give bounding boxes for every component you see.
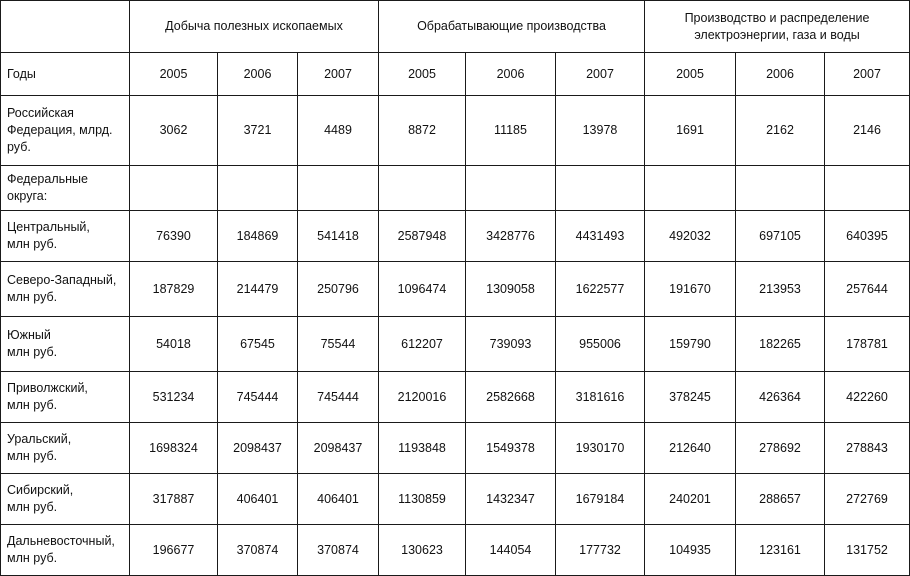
value-cell: 76390 bbox=[130, 211, 218, 262]
value-cell: 191670 bbox=[645, 262, 736, 317]
value-cell: 144054 bbox=[466, 525, 556, 576]
value-cell: 612207 bbox=[379, 317, 466, 372]
group-header-row bbox=[1, 1, 910, 53]
row-label-cell bbox=[1, 317, 130, 372]
value-cell bbox=[556, 166, 645, 211]
value-cell: 541418 bbox=[298, 211, 379, 262]
value-cell: 3181616 bbox=[556, 372, 645, 423]
row-label-line: Дальневосточный, bbox=[7, 534, 115, 548]
value-cell: 697105 bbox=[736, 211, 825, 262]
row-label-line: млн руб. bbox=[7, 345, 58, 359]
row-label-cell bbox=[1, 96, 130, 166]
value-cell: 54018 bbox=[130, 317, 218, 372]
value-cell: 272769 bbox=[825, 474, 910, 525]
table-row bbox=[1, 474, 910, 525]
value-cell bbox=[736, 166, 825, 211]
table-row bbox=[1, 317, 910, 372]
value-cell: 184869 bbox=[218, 211, 298, 262]
value-cell: 2582668 bbox=[466, 372, 556, 423]
value-cell: 492032 bbox=[645, 211, 736, 262]
year-cell: 2005 bbox=[645, 53, 736, 96]
value-cell: 317887 bbox=[130, 474, 218, 525]
header-corner-cell bbox=[1, 1, 130, 53]
value-cell: 196677 bbox=[130, 525, 218, 576]
row-label-cell bbox=[1, 525, 130, 576]
value-cell: 1549378 bbox=[466, 423, 556, 474]
value-cell: 131752 bbox=[825, 525, 910, 576]
group-header-manufacturing-label: Обрабатывающие производства bbox=[417, 19, 606, 33]
value-cell: 406401 bbox=[218, 474, 298, 525]
row-label-cell bbox=[1, 166, 130, 211]
value-cell: 3721 bbox=[218, 96, 298, 166]
table-row bbox=[1, 372, 910, 423]
value-cell: 1622577 bbox=[556, 262, 645, 317]
year-cell: 2007 bbox=[825, 53, 910, 96]
value-cell: 640395 bbox=[825, 211, 910, 262]
section-row-federal-districts bbox=[1, 166, 910, 211]
value-cell: 745444 bbox=[218, 372, 298, 423]
year-cell: 2006 bbox=[218, 53, 298, 96]
row-label-cell bbox=[1, 474, 130, 525]
group-header-manufacturing bbox=[379, 1, 645, 53]
value-cell: 2120016 bbox=[379, 372, 466, 423]
value-cell: 4489 bbox=[298, 96, 379, 166]
table-row bbox=[1, 211, 910, 262]
year-cell: 2006 bbox=[466, 53, 556, 96]
value-cell: 2098437 bbox=[218, 423, 298, 474]
value-cell: 278843 bbox=[825, 423, 910, 474]
row-label-line: Российская bbox=[7, 106, 74, 120]
value-cell: 178781 bbox=[825, 317, 910, 372]
value-cell: 104935 bbox=[645, 525, 736, 576]
value-cell: 1679184 bbox=[556, 474, 645, 525]
value-cell: 1698324 bbox=[130, 423, 218, 474]
value-cell: 1130859 bbox=[379, 474, 466, 525]
row-label-line: млн руб. bbox=[7, 237, 58, 251]
value-cell: 67545 bbox=[218, 317, 298, 372]
value-cell: 13978 bbox=[556, 96, 645, 166]
value-cell: 182265 bbox=[736, 317, 825, 372]
years-label-cell bbox=[1, 53, 130, 96]
value-cell: 406401 bbox=[298, 474, 379, 525]
value-cell: 4431493 bbox=[556, 211, 645, 262]
value-cell: 214479 bbox=[218, 262, 298, 317]
value-cell: 75544 bbox=[298, 317, 379, 372]
value-cell: 257644 bbox=[825, 262, 910, 317]
year-cell: 2005 bbox=[379, 53, 466, 96]
year-cell: 2007 bbox=[298, 53, 379, 96]
row-label-cell bbox=[1, 423, 130, 474]
value-cell: 370874 bbox=[218, 525, 298, 576]
row-label-line: млн руб. bbox=[7, 500, 58, 514]
value-cell: 378245 bbox=[645, 372, 736, 423]
value-cell: 531234 bbox=[130, 372, 218, 423]
row-label-line: млн руб. bbox=[7, 449, 58, 463]
value-cell: 177732 bbox=[556, 525, 645, 576]
table-row bbox=[1, 262, 910, 317]
value-cell bbox=[379, 166, 466, 211]
value-cell bbox=[130, 166, 218, 211]
value-cell: 370874 bbox=[298, 525, 379, 576]
value-cell: 212640 bbox=[645, 423, 736, 474]
value-cell: 1096474 bbox=[379, 262, 466, 317]
value-cell bbox=[825, 166, 910, 211]
group-header-utilities-line-2: электроэнергии, газа и воды bbox=[694, 27, 860, 42]
value-cell: 240201 bbox=[645, 474, 736, 525]
value-cell: 250796 bbox=[298, 262, 379, 317]
value-cell: 745444 bbox=[298, 372, 379, 423]
value-cell: 3428776 bbox=[466, 211, 556, 262]
value-cell: 123161 bbox=[736, 525, 825, 576]
group-header-utilities-line-1: Производство и распределение bbox=[684, 10, 870, 25]
value-cell: 2098437 bbox=[298, 423, 379, 474]
value-cell: 11185 bbox=[466, 96, 556, 166]
value-cell: 1432347 bbox=[466, 474, 556, 525]
row-label-line: млн руб. bbox=[7, 290, 58, 304]
row-label-line: млн руб. bbox=[7, 551, 58, 565]
row-label-line: Северо-Западный, bbox=[7, 273, 117, 287]
table-row bbox=[1, 423, 910, 474]
table-row bbox=[1, 96, 910, 166]
row-label-cell bbox=[1, 211, 130, 262]
year-cell: 2005 bbox=[130, 53, 218, 96]
value-cell: 130623 bbox=[379, 525, 466, 576]
row-label-line: Федерация, млрд. bbox=[7, 123, 113, 137]
value-cell bbox=[298, 166, 379, 211]
value-cell: 1309058 bbox=[466, 262, 556, 317]
years-label: Годы bbox=[7, 66, 36, 81]
row-label-line: Приволжский, bbox=[7, 381, 88, 395]
year-cell: 2006 bbox=[736, 53, 825, 96]
years-header-row bbox=[1, 53, 910, 96]
data-rows bbox=[1, 96, 910, 576]
value-cell: 2162 bbox=[736, 96, 825, 166]
group-header-mining bbox=[130, 1, 379, 53]
value-cell: 288657 bbox=[736, 474, 825, 525]
value-cell: 3062 bbox=[130, 96, 218, 166]
row-label-line: Южный bbox=[7, 328, 51, 342]
row-label-line: Уральский, bbox=[7, 432, 72, 446]
row-label-line: млн руб. bbox=[7, 398, 58, 412]
value-cell: 422260 bbox=[825, 372, 910, 423]
row-label-cell bbox=[1, 262, 130, 317]
value-cell: 955006 bbox=[556, 317, 645, 372]
value-cell: 1691 bbox=[645, 96, 736, 166]
row-label-line: Сибирский, bbox=[7, 483, 74, 497]
group-header-mining-label: Добыча полезных ископаемых bbox=[165, 19, 343, 33]
value-cell: 739093 bbox=[466, 317, 556, 372]
table-row bbox=[1, 525, 910, 576]
value-cell bbox=[218, 166, 298, 211]
row-label-line: руб. bbox=[7, 140, 31, 154]
value-cell: 8872 bbox=[379, 96, 466, 166]
row-label-line: Центральный, bbox=[7, 220, 90, 234]
value-cell: 2146 bbox=[825, 96, 910, 166]
value-cell: 187829 bbox=[130, 262, 218, 317]
value-cell: 1193848 bbox=[379, 423, 466, 474]
value-cell: 426364 bbox=[736, 372, 825, 423]
value-cell: 1930170 bbox=[556, 423, 645, 474]
group-header-utilities bbox=[645, 1, 910, 53]
row-label-line: округа: bbox=[7, 189, 48, 203]
value-cell bbox=[466, 166, 556, 211]
value-cell: 278692 bbox=[736, 423, 825, 474]
value-cell bbox=[645, 166, 736, 211]
value-cell: 213953 bbox=[736, 262, 825, 317]
value-cell: 2587948 bbox=[379, 211, 466, 262]
row-label-line: Федеральные bbox=[7, 172, 88, 186]
year-cell: 2007 bbox=[556, 53, 645, 96]
value-cell: 159790 bbox=[645, 317, 736, 372]
row-label-cell bbox=[1, 372, 130, 423]
